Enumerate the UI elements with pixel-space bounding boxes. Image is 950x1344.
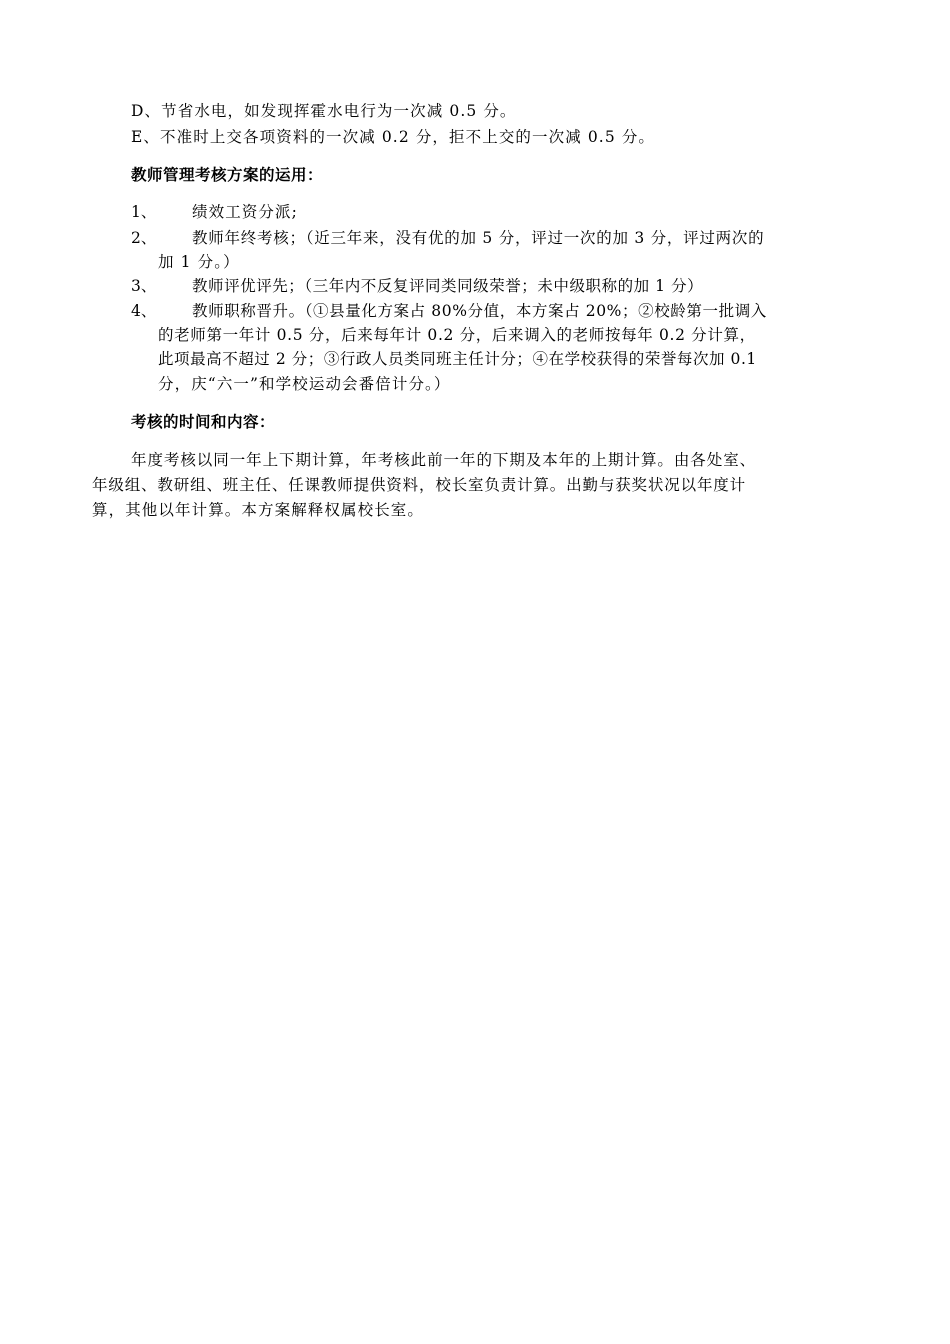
item-4-line-4: 分，庆“六一”和学校运动会番倍计分。） xyxy=(158,375,451,393)
rule-d: D、节省水电，如发现挥霍水电行为一次减 0.5 分。 xyxy=(131,102,517,120)
item-4-line-1: 教师职称晋升。（①县量化方案占 80%分值，本方案占 20%；②校龄第一批调入 xyxy=(192,302,767,320)
item-number-4: 4、 xyxy=(131,302,157,320)
time-paragraph-line-2: 年级组、教研组、班主任、任课教师提供资料，校长室负责计算。出勤与获奖状况以年度计 xyxy=(92,476,747,494)
item-number-1: 1、 xyxy=(131,203,157,221)
item-2-line-2: 加 1 分。） xyxy=(158,253,240,271)
rule-e: E、不准时上交各项资料的一次减 0.2 分，拒不上交的一次减 0.5 分。 xyxy=(131,128,656,146)
item-1-line-1: 绩效工资分派; xyxy=(192,203,298,221)
item-number-3: 3、 xyxy=(131,277,157,295)
section-heading-time: 考核的时间和内容： xyxy=(131,413,276,431)
item-4-line-2: 的老师第一年计 0.5 分，后来每年计 0.2 分，后来调入的老师按每年 0.2 分计算， xyxy=(158,326,756,344)
item-4-line-3: 此项最高不超过 2 分；③行政人员类同班主任计分；④在学校获得的荣誉每次加 0.1 xyxy=(158,350,757,368)
time-paragraph-line-3: 算，其他以年计算。本方案解释权属校长室。 xyxy=(92,501,425,519)
time-paragraph-line-1: 年度考核以同一年上下期计算，年考核此前一年的下期及本年的上期计算。由各处室、 xyxy=(131,451,757,469)
item-3-line-1: 教师评优评先；（三年内不反复评同类同级荣誉；未中级职称的加 1 分） xyxy=(192,277,704,295)
section-heading-application: 教师管理考核方案的运用： xyxy=(131,166,324,184)
item-2-line-1: 教师年终考核；（近三年来，没有优的加 5 分，评过一次的加 3 分，评过两次的 xyxy=(192,229,765,247)
item-number-2: 2、 xyxy=(131,229,157,247)
